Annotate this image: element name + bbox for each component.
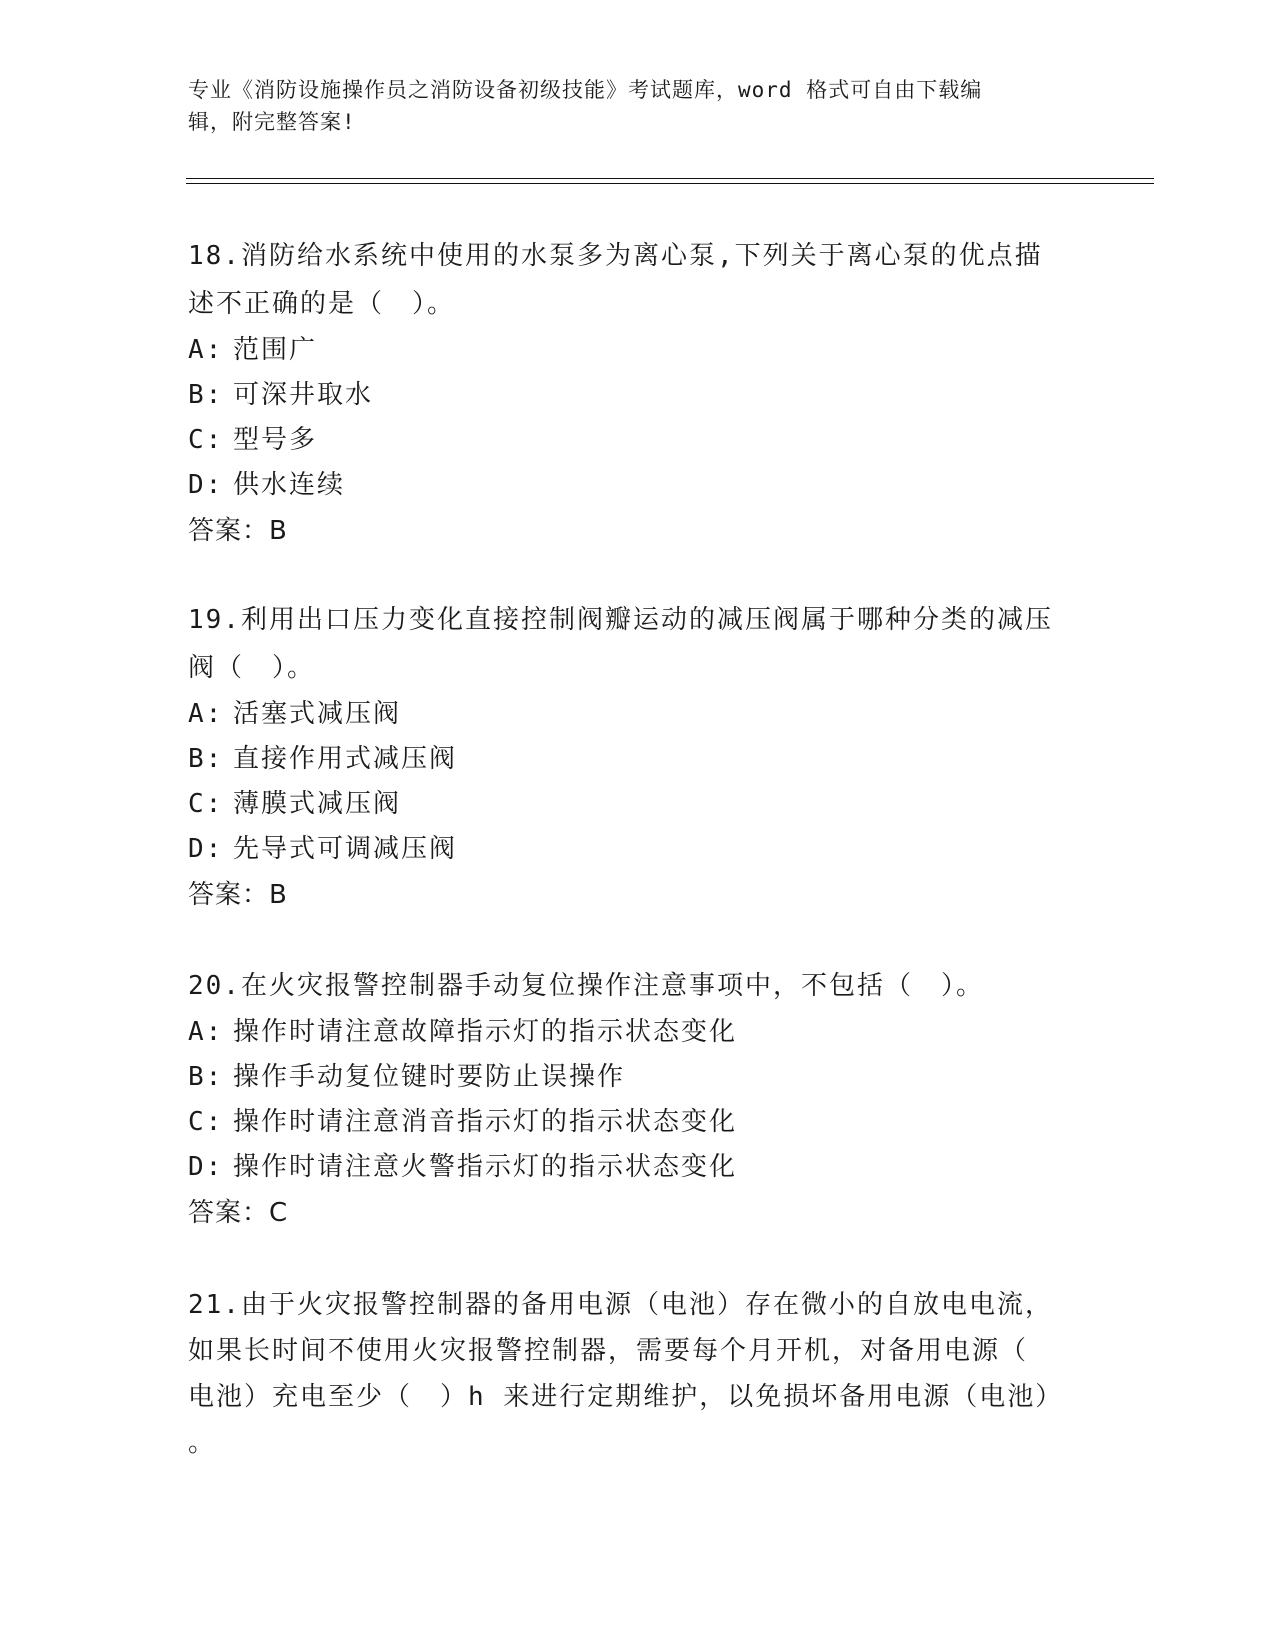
answer-line: 答案：B (188, 516, 288, 546)
header-divider-top (186, 178, 1154, 179)
question-stem-line: 18.消防给水系统中使用的水泵多为离心泵,下列关于离心泵的优点描 (188, 241, 1043, 271)
option-letter: D: (188, 834, 224, 864)
option-letter: A: (188, 335, 224, 365)
option-letter: D: (188, 1152, 224, 1182)
option-text: 操作时请注意火警指示灯的指示状态变化 (233, 1152, 738, 1182)
document-header (188, 74, 1088, 138)
option-letter: C: (188, 1107, 224, 1137)
header-line-1: 专业《消防设施操作员之消防设备初级技能》考试题库，word 格式可自由下载编 (188, 78, 983, 102)
question-stem-line: 阀（ ）。 (188, 653, 316, 683)
answer-line: 答案：C (188, 1198, 289, 1228)
option-a (188, 692, 1088, 737)
option-b (188, 373, 1088, 418)
question-stem-line: 19.利用出口压力变化直接控制阀瓣运动的减压阀属于哪种分类的减压 (188, 605, 1053, 635)
question-stem-line: 电池）充电至少（ ）h 来进行定期维护，以免损坏备用电源（电池） (188, 1382, 1064, 1412)
option-text: 直接作用式减压阀 (233, 744, 458, 774)
option-text: 操作时请注意消音指示灯的指示状态变化 (233, 1107, 738, 1137)
question-stem-line: 20.在火灾报警控制器手动复位操作注意事项中，不包括（ ）。 (188, 971, 984, 1001)
option-d (188, 827, 1088, 872)
question-stem (188, 962, 1088, 1010)
option-d (188, 463, 1088, 508)
option-text: 可深井取水 (233, 380, 374, 410)
option-text: 先导式可调减压阀 (233, 834, 458, 864)
option-letter: A: (188, 699, 224, 729)
option-text: 型号多 (233, 425, 318, 455)
question-stem (188, 232, 1088, 328)
header-line-2: 辑，附完整答案! (188, 110, 356, 134)
option-c (188, 1100, 1088, 1145)
question-stem (188, 596, 1088, 692)
option-b (188, 1055, 1088, 1100)
option-b (188, 737, 1088, 782)
option-letter: C: (188, 789, 224, 819)
option-text: 操作手动复位键时要防止误操作 (233, 1062, 626, 1092)
option-c (188, 782, 1088, 827)
question-20 (188, 962, 1088, 1236)
option-text: 薄膜式减压阀 (233, 789, 402, 819)
option-letter: B: (188, 1062, 224, 1092)
option-letter: A: (188, 1017, 224, 1047)
option-a (188, 1010, 1088, 1055)
option-a (188, 328, 1088, 373)
question-stem-line: 述不正确的是（ ）。 (188, 289, 456, 319)
question-19 (188, 596, 1088, 918)
question-stem-line: 。 (188, 1428, 217, 1458)
question-stem (188, 1282, 1088, 1466)
option-letter: D: (188, 470, 224, 500)
option-letter: B: (188, 744, 224, 774)
option-letter: B: (188, 380, 224, 410)
option-text: 供水连续 (233, 470, 346, 500)
option-letter: C: (188, 425, 224, 455)
answer-line: 答案：B (188, 880, 288, 910)
question-21 (188, 1282, 1088, 1466)
option-d (188, 1145, 1088, 1190)
question-stem-line: 21.由于火灾报警控制器的备用电源（电池）存在微小的自放电电流， (188, 1290, 1053, 1320)
option-text: 范围广 (233, 335, 318, 365)
option-text: 活塞式减压阀 (233, 699, 402, 729)
option-text: 操作时请注意故障指示灯的指示状态变化 (233, 1017, 738, 1047)
question-stem-line: 如果长时间不使用火灾报警控制器，需要每个月开机，对备用电源（ (188, 1336, 1029, 1366)
option-c (188, 418, 1088, 463)
question-18 (188, 232, 1088, 554)
header-divider-bottom (186, 183, 1154, 184)
